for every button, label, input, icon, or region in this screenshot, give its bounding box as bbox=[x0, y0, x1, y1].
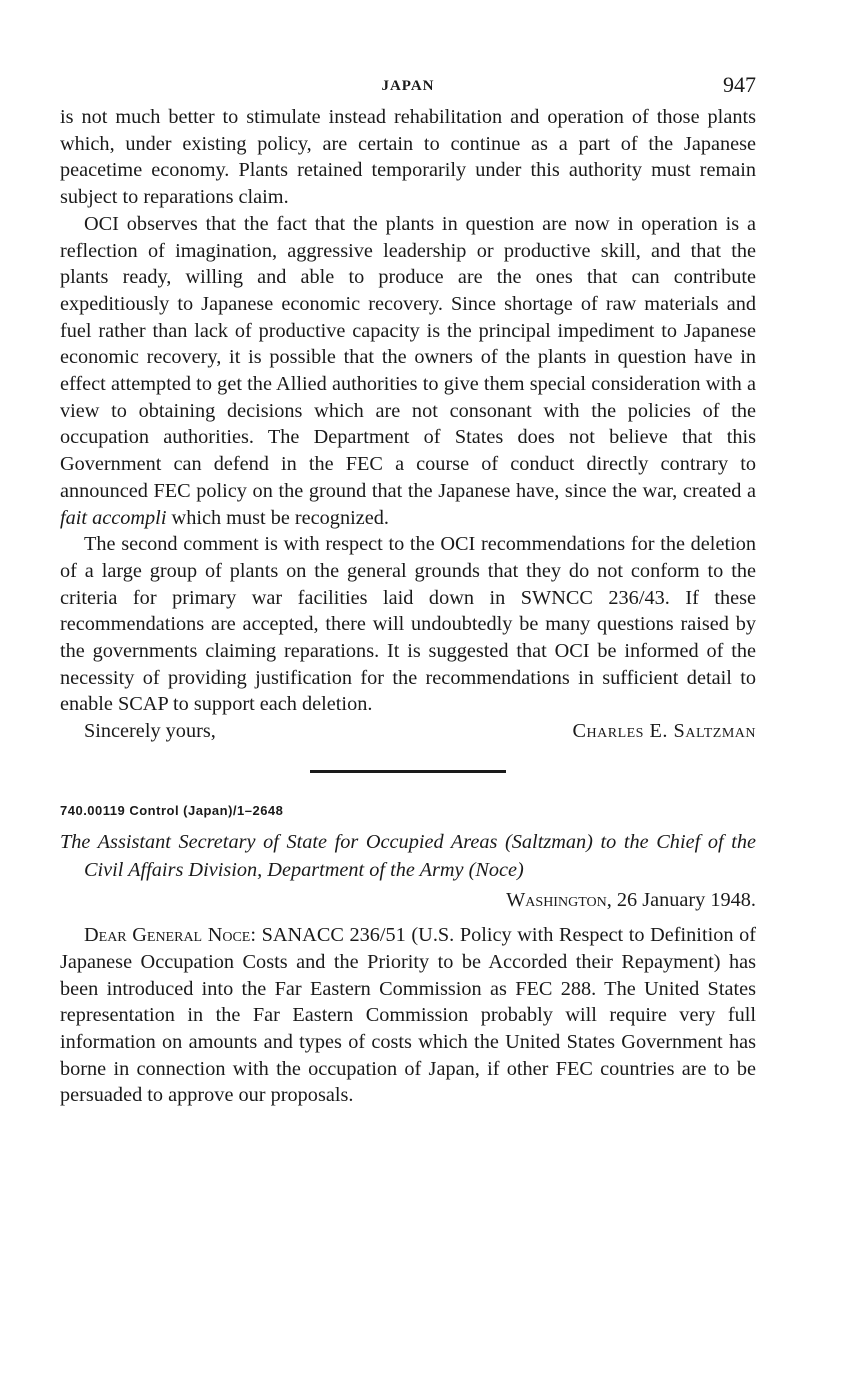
paragraph-2 bbox=[60, 211, 756, 531]
letter-paragraph bbox=[60, 922, 756, 1109]
paragraph-2-main: OCI observes that the fact that the plants in question are now in operation is a reflection of imagination, aggressive leadership or productive skill, and that the plants ready, willing and able to produce are the ones that can contribute expeditiously to Japanese economic recovery. Since shortage of raw materials and fuel rather than lack of productive capacity is the principal impediment to Japanese economic recovery, it is possible that the owners of the plants in question have in effect attempted to get the Allied authorities to give them special consideration with a view to obtaining decisions which are not consonant with the policies of the occupation authorities. The Department of States does not believe that this Government can defend in the FEC a course of conduct directly contrary to announced FEC policy on the ground that the Japanese have, since the war, created a bbox=[60, 212, 756, 502]
signer: Charles E. Saltzman bbox=[572, 720, 756, 743]
salutation: Dear General Noce: bbox=[84, 924, 256, 947]
paragraph-1: is not much better to stimulate instead rehabilitation and operation of those plants which, under existing policy, are certain to continue as a part of the Japanese peacetime economy. Plants retained temporarily under this authority must remain subject to reparations claim. bbox=[60, 106, 756, 209]
section-divider bbox=[310, 770, 506, 773]
paragraph-3: The second comment is with respect to the OCI recommendations for the deletion of a large group of plants on the general grounds that they do not conform to the criteria for primary war facilities laid down in SWNCC 236/43. If these recommendations are accepted, there will undoubtedly be many questions raised by the governments claiming reparations. It is suggested that OCI be informed of the necessity of providing justification for the recommendations in sufficient detail to enable SCAP to support each deletion. bbox=[60, 533, 756, 716]
file-number: 740.00119 Control (Japan)/1–2648 bbox=[60, 803, 284, 819]
document-page bbox=[60, 70, 756, 1109]
running-title: JAPAN bbox=[381, 78, 435, 94]
document-title: The Assistant Secretary of State for Occupied Areas (Saltzman) to the Chief of the Civil Affairs Division, Department of the Army (Noce) bbox=[60, 831, 756, 882]
dateline bbox=[60, 886, 756, 914]
signature-line bbox=[60, 718, 756, 748]
paragraph-2-tail: which must be recognized. bbox=[171, 506, 389, 529]
closing: Sincerely yours, bbox=[84, 720, 216, 743]
dateline-place: Washington, bbox=[506, 889, 612, 912]
paragraph-2-italic: fait accompli bbox=[60, 506, 167, 529]
dateline-date: 26 January 1948. bbox=[616, 889, 756, 912]
letter-text: SANACC 236/51 (U.S. Policy with Respect to Definition of Japanese Occupation Costs and the Priority to be Accorded their Repayment) has been introduced into the Far Eastern Commission as FEC 288. The United States representation in the Far Eastern Commission probably will require very full information on amounts and types of costs which the United States Government has borne in connection with the occupation of Japan, if other FEC countries are to be persuaded to approve our proposals. bbox=[60, 924, 756, 1107]
page-number: 947 bbox=[723, 72, 756, 97]
page-header bbox=[60, 70, 756, 104]
